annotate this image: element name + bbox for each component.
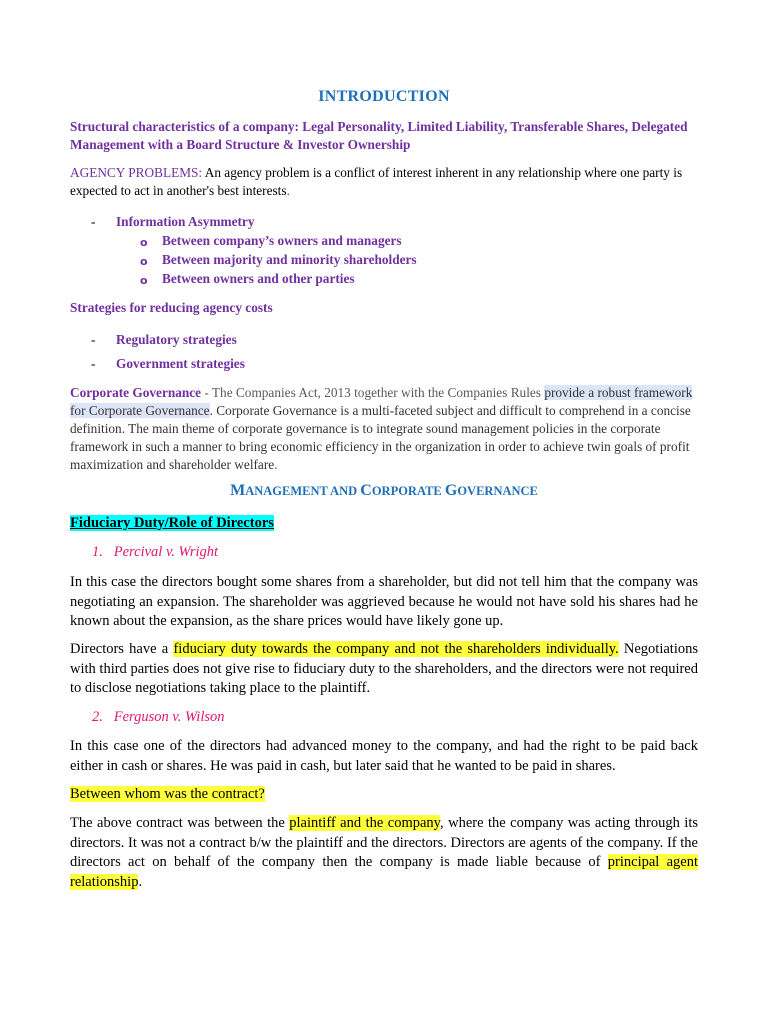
agency-problems-text: An agency problem is a conflict of interest inherent in any relationship where one party is expected to act in another's best interests <box>70 165 683 198</box>
question-line: Between whom was the contract? <box>70 786 265 802</box>
sub-bullet: o <box>140 236 148 249</box>
case-percival-wright: 1. Percival v. Wright <box>92 544 219 560</box>
percival-paragraph-2: Directors have a fiduciary duty towards the company and not the shareholders individually. Negotiations with third parties does not give rise to fiduciary duty to the shareholders, and the directors were not required to disclose negotiations taking place to the plaintiff. <box>70 641 699 696</box>
corporate-governance-label: Corporate Governance <box>70 385 202 400</box>
cg-highlight: provide a robust framework for Corporate Governance <box>70 385 693 418</box>
agency-problems-end: . <box>286 183 290 198</box>
sub-item-owners-other: Between owners and other parties <box>162 271 355 286</box>
sub-bullet: o <box>140 274 148 287</box>
cg-rest: . Corporate Governance is a multi-faceted subject and difficult to comprehend in a concise definition. The main theme of corporate governance is to integrate sound management policies in the corporate framework in such a manner to bring economic efficiency in the organization in order to achieve twin goals of profit maximization and shareholder welfare <box>70 403 691 472</box>
fiduciary-heading: Fiduciary Duty/Role of Directors <box>70 515 274 531</box>
page-title: INTRODUCTION <box>318 88 450 105</box>
corporate-governance-paragraph <box>70 384 698 474</box>
percival-paragraph-1: In this case the directors bought some shares from a shareholder, but did not tell him that the company was negotiating an expansion. The shareholder was aggrieved because he would not have sold his shares had he known about the expansion, as the share prices would have likely gone up. <box>70 574 698 629</box>
strategies-heading: Strategies for reducing agency costs <box>70 300 273 315</box>
sub-bullet: o <box>140 255 148 268</box>
structural-characteristics: Structural characteristics of a company: Legal Personality, Limited Liability, Transferable Shares, Delegated Management with a Board Structure & Investor Ownership <box>70 119 688 152</box>
case-ferguson-wilson: 2. Ferguson v. Wilson <box>92 709 225 725</box>
dash-bullet: - <box>91 214 96 229</box>
cg-end: . <box>274 457 278 472</box>
principal-agent-highlight: principal agent relationship <box>70 854 699 890</box>
ferguson-paragraph-1: In this case one of the directors had advanced money to the company, and had the right to be paid back either in cash or shares. He was paid in cash, but later said that he wanted to be paid in shares. <box>70 738 698 774</box>
cg-intro: - The Companies Act, 2013 together with the Companies Rules <box>201 385 545 400</box>
strategy-government: Government strategies <box>116 356 245 371</box>
agency-problems-paragraph <box>70 164 698 200</box>
sub-item-majority-minority: Between majority and minority shareholders <box>162 252 417 267</box>
sub-item-owners-managers: Between company’s owners and managers <box>162 233 402 248</box>
plaintiff-company-highlight: plaintiff and the company <box>289 815 440 831</box>
strategy-regulatory: Regulatory strategies <box>116 332 237 347</box>
section-heading-management: MANAGEMENT AND CORPORATE GOVERNANCE <box>230 482 538 499</box>
dash-bullet: - <box>91 356 96 371</box>
answer-paragraph: The above contract was between the plaintiff and the company, where the company was acting through its directors. It was not a contract b/w the plaintiff and the directors. Directors are agents of the company. If the directors act on behalf of the company then the company is made liable because of principal agent relationship. <box>70 815 699 890</box>
agency-problems-label: AGENCY PROBLEMS: <box>70 165 203 180</box>
dash-bullet: - <box>91 332 96 347</box>
information-asymmetry: Information Asymmetry <box>116 214 255 229</box>
fiduciary-duty-highlight: fiduciary duty towards the company and not the shareholders individually. <box>173 641 619 657</box>
